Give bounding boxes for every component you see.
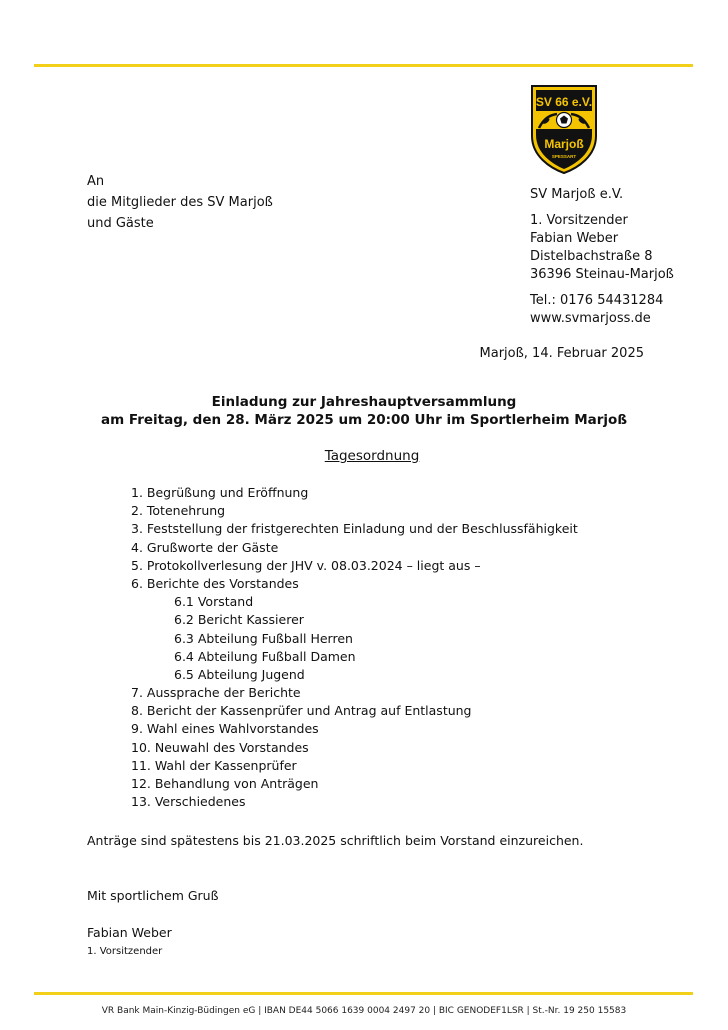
agenda-subitem: 6.1 Vorstand [174, 594, 254, 610]
closing-greeting: Mit sportlichem Gruß [87, 888, 219, 903]
bottom-divider [34, 992, 693, 995]
sender-street: Distelbachstraße 8 [530, 249, 653, 264]
letter-date: Marjoß, 14. Februar 2025 [479, 346, 644, 361]
agenda-subitem: 6.3 Abteilung Fußball Herren [174, 630, 353, 646]
agenda-item: 6. Berichte des Vorstandes [131, 575, 299, 591]
agenda-subitem: 6.5 Abteilung Jugend [174, 666, 305, 682]
recipient-line: die Mitglieder des SV Marjoß [87, 195, 273, 210]
agenda-item: 11. Wahl der Kassenprüfer [131, 757, 297, 773]
agenda-item: 10. Neuwahl des Vorstandes [131, 739, 309, 755]
sender-club: SV Marjoß e.V. [530, 187, 624, 202]
sender-phone: Tel.: 0176 54431284 [530, 293, 664, 308]
top-divider [34, 64, 693, 67]
recipient-line: und Gäste [87, 216, 154, 231]
agenda-item: 7. Aussprache der Berichte [131, 685, 301, 701]
sender-role: 1. Vorsitzender [530, 213, 628, 228]
signature-role: 1. Vorsitzender [87, 946, 163, 957]
agenda-item: 8. Bericht der Kassenprüfer und Antrag auf Entlastung [131, 703, 472, 719]
club-crest-logo [530, 84, 598, 174]
agenda-item: 1. Begrüßung und Eröffnung [131, 485, 309, 500]
agenda-item: 2. Totenehrung [131, 503, 226, 519]
agenda-item: 12. Behandlung von Anträgen [131, 776, 319, 791]
recipient-block [87, 171, 273, 234]
title-line-1: Einladung zur Jahreshauptversammlung [211, 394, 517, 410]
agenda-list [131, 484, 578, 811]
agenda-item: 5. Protokollverlesung der JHV v. 08.03.2024 – liegt aus – [131, 557, 481, 573]
invitation-title [0, 393, 728, 429]
agenda-item: 9. Wahl eines Wahlvorstandes [131, 721, 319, 737]
logo-top-text: SV 66 e.V. [535, 95, 593, 109]
recipient-line: An [87, 174, 105, 189]
agenda-item: 3. Feststellung der fristgerechten Einladung und der Beschlussfähigkeit [131, 521, 578, 537]
logo-name: Marjoß [544, 137, 584, 151]
agenda-subitem: 6.2 Bericht Kassierer [174, 612, 304, 628]
agenda-subitem: 6.4 Abteilung Fußball Damen [174, 648, 356, 664]
sender-name: Fabian Weber [530, 231, 619, 246]
title-line-2: am Freitag, den 28. März 2025 um 20:00 Uhr im Sportlerheim Marjoß [100, 412, 628, 428]
sender-block [530, 186, 674, 328]
submission-notice: Anträge sind spätestens bis 21.03.2025 schriftlich beim Vorstand einzureichen. [87, 833, 584, 848]
signature-name: Fabian Weber [87, 925, 172, 940]
agenda-heading: Tagesordnung [324, 448, 420, 464]
sender-city: 36396 Steinau-Marjoß [530, 267, 674, 282]
agenda-item: 4. Grußworte der Gäste [131, 539, 279, 555]
agenda-item: 13. Verschiedenes [131, 794, 246, 810]
footer-bank-details: VR Bank Main-Kinzig-Büdingen eG | IBAN DE44 5066 1639 0004 2497 20 | BIC GENODEF1LSR | St.-Nr. 19 250 15583 [101, 1006, 627, 1016]
sender-website: www.svmarjoss.de [530, 311, 651, 326]
logo-region: SPESSART [551, 154, 577, 159]
